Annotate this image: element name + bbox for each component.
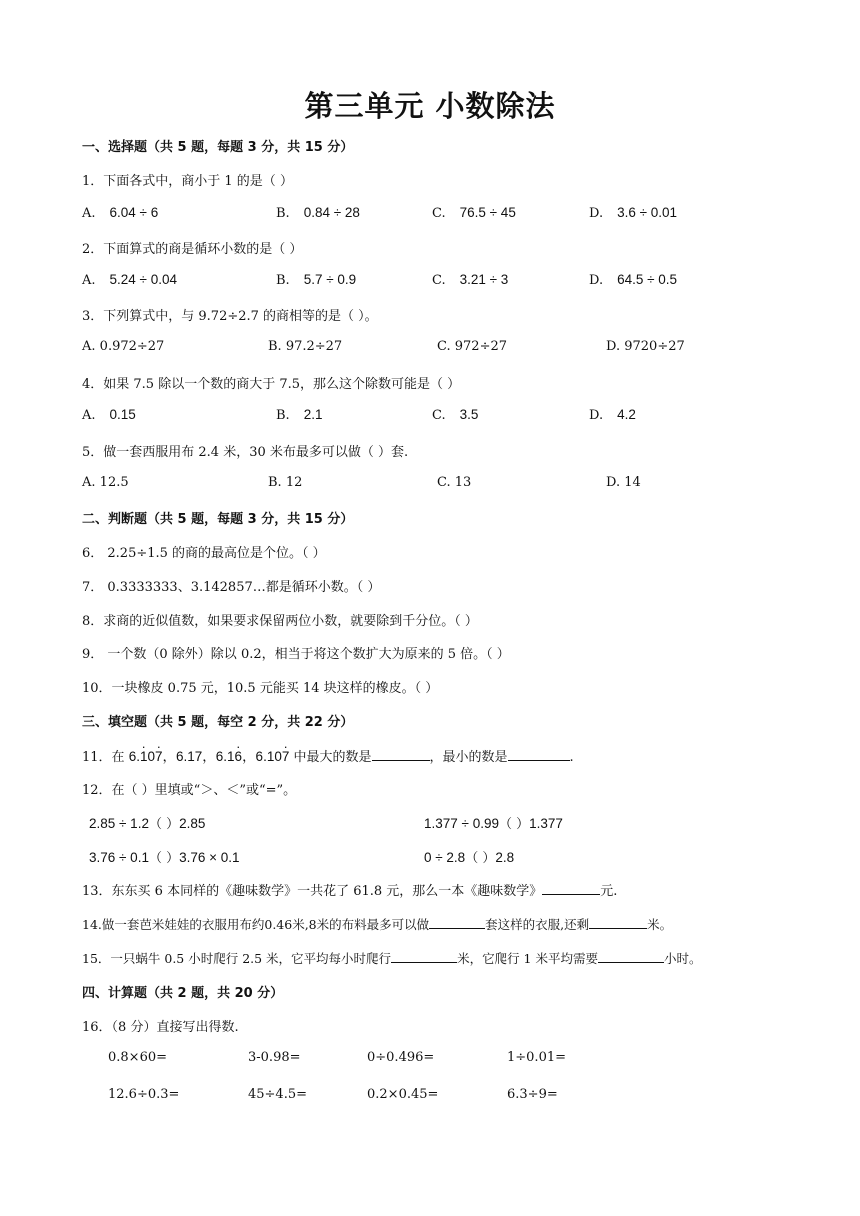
answer-blank[interactable] <box>589 914 647 929</box>
calc-item: 0.2×0.45= <box>367 1087 439 1102</box>
section-heading-fill: 三、填空题（共 5 题，每空 2 分，共 22 分） <box>82 715 354 730</box>
question-15: 15．一只蜗牛 0.5 小时爬行 2.5 米，它平均每小时爬行 米，它爬行 1 米平均需要 小时。 <box>82 948 701 967</box>
q5-option-a: A. 12.5 <box>82 475 129 490</box>
section-heading-choice: 一、选择题（共 5 题，每题 3 分，共 15 分） <box>82 140 354 155</box>
q12-compare-item: 0 ÷ 2.8（ ）2.8 <box>424 850 515 866</box>
q12-compare-item: 1.377 ÷ 0.99（ ）1.377 <box>424 816 563 832</box>
question-16: 16．（8 分）直接写出得数. <box>82 1020 239 1035</box>
q12-compare-item: 2.85 ÷ 1.2（ ）2.85 <box>89 816 206 832</box>
q1-option-b: B. 0.84 ÷ 28 <box>276 205 360 221</box>
question-12: 12．在（ ）里填或“＞、＜”或“=”。 <box>82 783 297 798</box>
question-10: 10．一块橡皮 0.75 元，10.5 元能买 14 块这样的橡皮。（ ） <box>82 681 439 696</box>
q4-option-b: B. 2.1 <box>276 407 323 423</box>
question-9: 9． 一个数（0 除外）除以 0.2，相当于将这个数扩大为原来的 5 倍。（ ） <box>82 647 510 662</box>
question-4-stem: 4．如果 7.5 除以一个数的商大于 7.5，那么这个除数可能是（ ） <box>82 377 461 392</box>
section-heading-calc: 四、计算题（共 2 题，共 20 分） <box>82 986 284 1001</box>
answer-blank[interactable] <box>508 746 570 761</box>
q1-option-c: C. 76.5 ÷ 45 <box>432 205 516 221</box>
answer-blank[interactable] <box>542 880 600 895</box>
calc-item: 45÷4.5= <box>248 1087 308 1102</box>
section-heading-judge: 二、判断题（共 5 题，每题 3 分，共 15 分） <box>82 512 354 527</box>
q2-option-d: D. 64.5 ÷ 0.5 <box>589 272 678 288</box>
q4-option-c: C. 3.5 <box>432 407 479 423</box>
question-7: 7． 0.3333333、3.142857…都是循环小数。（ ） <box>82 580 381 595</box>
q5-option-c: C. 13 <box>437 475 472 490</box>
answer-blank[interactable] <box>429 914 485 929</box>
calc-item: 12.6÷0.3= <box>108 1087 180 1102</box>
answer-blank[interactable] <box>598 948 664 963</box>
q3-option-d: D. 9720÷27 <box>606 339 685 354</box>
calc-item: 3-0.98= <box>248 1050 301 1065</box>
q5-option-b: B. 12 <box>268 475 303 490</box>
q5-option-d: D. 14 <box>606 475 641 490</box>
question-5-stem: 5．做一套西服用布 2.4 米，30 米布最多可以做（ ）套. <box>82 445 409 460</box>
q3-option-b: B. 97.2÷27 <box>268 339 343 354</box>
calc-item: 6.3÷9= <box>507 1087 558 1102</box>
calc-item: 0.8×60= <box>108 1050 168 1065</box>
q4-option-d: D. 4.2 <box>589 407 636 423</box>
calc-item: 0÷0.496= <box>367 1050 435 1065</box>
question-1-stem: 1．下面各式中，商小于 1 的是（ ） <box>82 174 293 189</box>
q3-option-a: A. 0.972÷27 <box>82 339 165 354</box>
q1-option-d: D. 3.6 ÷ 0.01 <box>589 205 678 221</box>
question-13: 13．东东买 6 本同样的《趣味数学》一共花了 61.8 元，那么一本《趣味数学》 元. <box>82 880 617 899</box>
q1-option-a: A. 6.04 ÷ 6 <box>82 205 159 221</box>
answer-blank[interactable] <box>372 746 430 761</box>
q2-option-b: B. 5.7 ÷ 0.9 <box>276 272 357 288</box>
page-title: 第三单元 小数除法 <box>304 89 556 123</box>
question-3-stem: 3．下列算式中，与 9.72÷2.7 的商相等的是（ ）。 <box>82 309 378 324</box>
answer-blank[interactable] <box>391 948 457 963</box>
calc-item: 1÷0.01= <box>507 1050 567 1065</box>
question-11: 11．在 6.1 ·07 ·，6.17，6.16 ·，6.107 · 中最大的数是 ，最小的数是 . <box>82 745 574 765</box>
question-8: 8．求商的近似值数，如果要求保留两位小数，就要除到千分位。（ ） <box>82 614 478 629</box>
q12-compare-item: 3.76 ÷ 0.1（ ）3.76 × 0.1 <box>89 850 240 866</box>
q2-option-a: A. 5.24 ÷ 0.04 <box>82 272 177 288</box>
question-14: 14.做一套芭米娃娃的衣服用布约0.46米,8米的布料最多可以做 套这样的衣服,还剩 米。 <box>82 914 672 933</box>
question-6: 6． 2.25÷1.5 的商的最高位是个位。（ ） <box>82 546 326 561</box>
q3-option-c: C. 972÷27 <box>437 339 508 354</box>
question-2-stem: 2．下面算式的商是循环小数的是（ ） <box>82 242 303 257</box>
q4-option-a: A. 0.15 <box>82 407 136 423</box>
q2-option-c: C. 3.21 ÷ 3 <box>432 272 509 288</box>
